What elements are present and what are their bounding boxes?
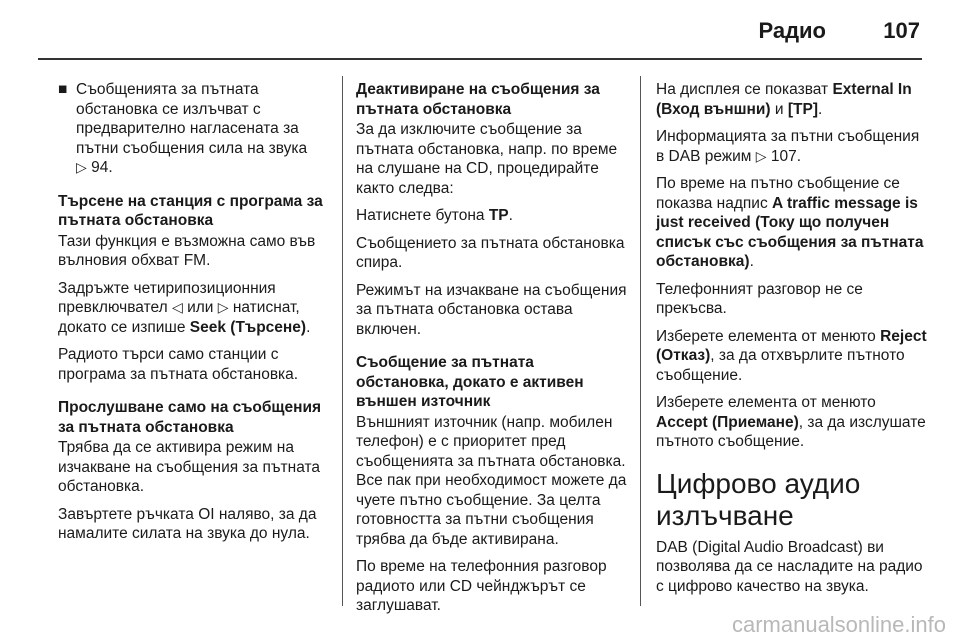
accept-label: Accept (Приемане) bbox=[656, 413, 799, 431]
paragraph bbox=[656, 327, 928, 386]
traffic-message-label: A traffic message is just received (Току що получен списък със съобщения за пътната обстановка) bbox=[656, 194, 924, 270]
paragraph: DAB (Digital Audio Broadcast) ви позволява да се насладите на радио с цифрово качество на звука. bbox=[656, 538, 923, 595]
watermark: carmanualsonline.info bbox=[731, 612, 946, 637]
tp-indicator-label: [TP] bbox=[787, 100, 819, 118]
seek-label: Seek (Търсене) bbox=[189, 318, 307, 336]
paragraph: Натиснете бутона TP. bbox=[356, 207, 513, 224]
triangle-right-icon: ▷ bbox=[217, 299, 229, 315]
reject-label: Reject (Отказ) bbox=[656, 327, 927, 364]
tp-button-label: TP bbox=[488, 207, 509, 224]
column-2 bbox=[356, 80, 628, 624]
paragraph: По време на пътно съобщение се показва надпис A traffic message is just received (Току що получен списък със съобщения за пътната обстановка). bbox=[656, 175, 924, 270]
paragraph: Тази функция е възможна само във вълновия обхват FM. bbox=[58, 232, 316, 269]
paragraph: Съобщението за пътната обстановка спира. bbox=[356, 234, 625, 271]
bullet-text: Съобщенията за пътната обстановка се излъчват с предварително нагласената за пътни съобщения сила на звука bbox=[76, 81, 308, 157]
header-rule bbox=[38, 58, 922, 60]
text-span: , за да отхвърлите пътното съобщение. bbox=[656, 347, 905, 384]
paragraph: Външният източник (напр. мобилен телефон) е с приоритет пред съобщенията за пътната обстановка. Все пак при необходимост можете да чуете пътно съобщение. За целта готовността за пътни съобщения трябва да бъде активирана. bbox=[356, 413, 627, 548]
page-ref: 107. bbox=[770, 147, 802, 165]
paragraph: Трябва да се активира режим на изчакване на съобщения за пътната обстановка. bbox=[58, 439, 321, 495]
text-span: Изберете елемента от менюто bbox=[656, 327, 876, 345]
page-number: 107 bbox=[883, 18, 920, 43]
page-ref-arrow-icon: ▷ bbox=[76, 159, 87, 175]
paragraph: Задръжте четирипозиционния превключвател ◁ или ▷ натиснат, докато се изпише Seek (Търсене). bbox=[58, 279, 311, 336]
paragraph: На дисплея се показват External In (Вход външни) и [TP]. bbox=[656, 81, 912, 118]
page-ref-arrow-icon: ▷ bbox=[755, 147, 767, 164]
text-span: По време на пътно съобщение се показва надпис bbox=[656, 175, 900, 212]
text-span: На дисплея се показват bbox=[656, 81, 829, 98]
text-span: Изберете елемента от менюто bbox=[656, 394, 876, 411]
paragraph: Завъртете ръчката OI наляво, за да намалите силата на звука до нула. bbox=[58, 505, 317, 542]
paragraph: За да изключите съобщение за пътната обстановка, напр. по време на слушане на CD, процедирайте както следва: bbox=[356, 121, 618, 197]
text-span: Информацията за пътни съобщения в DAB режим bbox=[656, 128, 920, 165]
paragraph bbox=[656, 393, 928, 452]
column-divider-1 bbox=[342, 76, 343, 606]
page-title: Радио bbox=[758, 18, 826, 43]
section-heading-traffic-only: Прослушване само на съобщения за пътната обстановка bbox=[58, 399, 322, 436]
text-span: Натиснете бутона bbox=[356, 207, 485, 224]
triangle-left-icon: ◁ bbox=[171, 299, 183, 315]
column-3 bbox=[656, 80, 928, 604]
section-heading-external-source: Съобщение за пътната обстановка, докато е активен външен източник bbox=[356, 354, 584, 410]
section-heading-deactivate: Деактивиране на съобщения за пътната обстановка bbox=[356, 81, 600, 118]
column-1 bbox=[58, 80, 330, 552]
text-span: , за да изслушате пътното съобщение. bbox=[656, 413, 926, 450]
paragraph: Режимът на изчакване на съобщения за пътната обстановка остава включен. bbox=[356, 281, 627, 338]
text-span: и bbox=[774, 100, 784, 118]
column-divider-2 bbox=[640, 76, 641, 606]
section-heading-seek-tp: Търсене на станция с програма за пътната обстановка bbox=[58, 192, 323, 229]
section-heading-dab: Цифрово аудио излъчване bbox=[656, 467, 861, 531]
bullet-item bbox=[58, 80, 330, 178]
external-in-label: External In (Вход външни) bbox=[656, 81, 912, 118]
bullet-page-ref: 94. bbox=[91, 159, 113, 176]
paragraph: Радиото търси само станции с програма за пътната обстановка. bbox=[58, 346, 299, 383]
paragraph: Телефонният разговор не се прекъсва. bbox=[656, 280, 863, 317]
text-span: или bbox=[187, 299, 214, 316]
bullet-square-icon: ■ bbox=[58, 81, 68, 98]
text-span: натиснат, докато се изпише bbox=[58, 299, 300, 336]
text-span: Задръжте четирипозиционния превключвател bbox=[58, 279, 276, 316]
paragraph: По време на телефонния разговор радиото или CD чейнджърът се заглушават. bbox=[356, 558, 607, 614]
paragraph bbox=[656, 127, 928, 166]
